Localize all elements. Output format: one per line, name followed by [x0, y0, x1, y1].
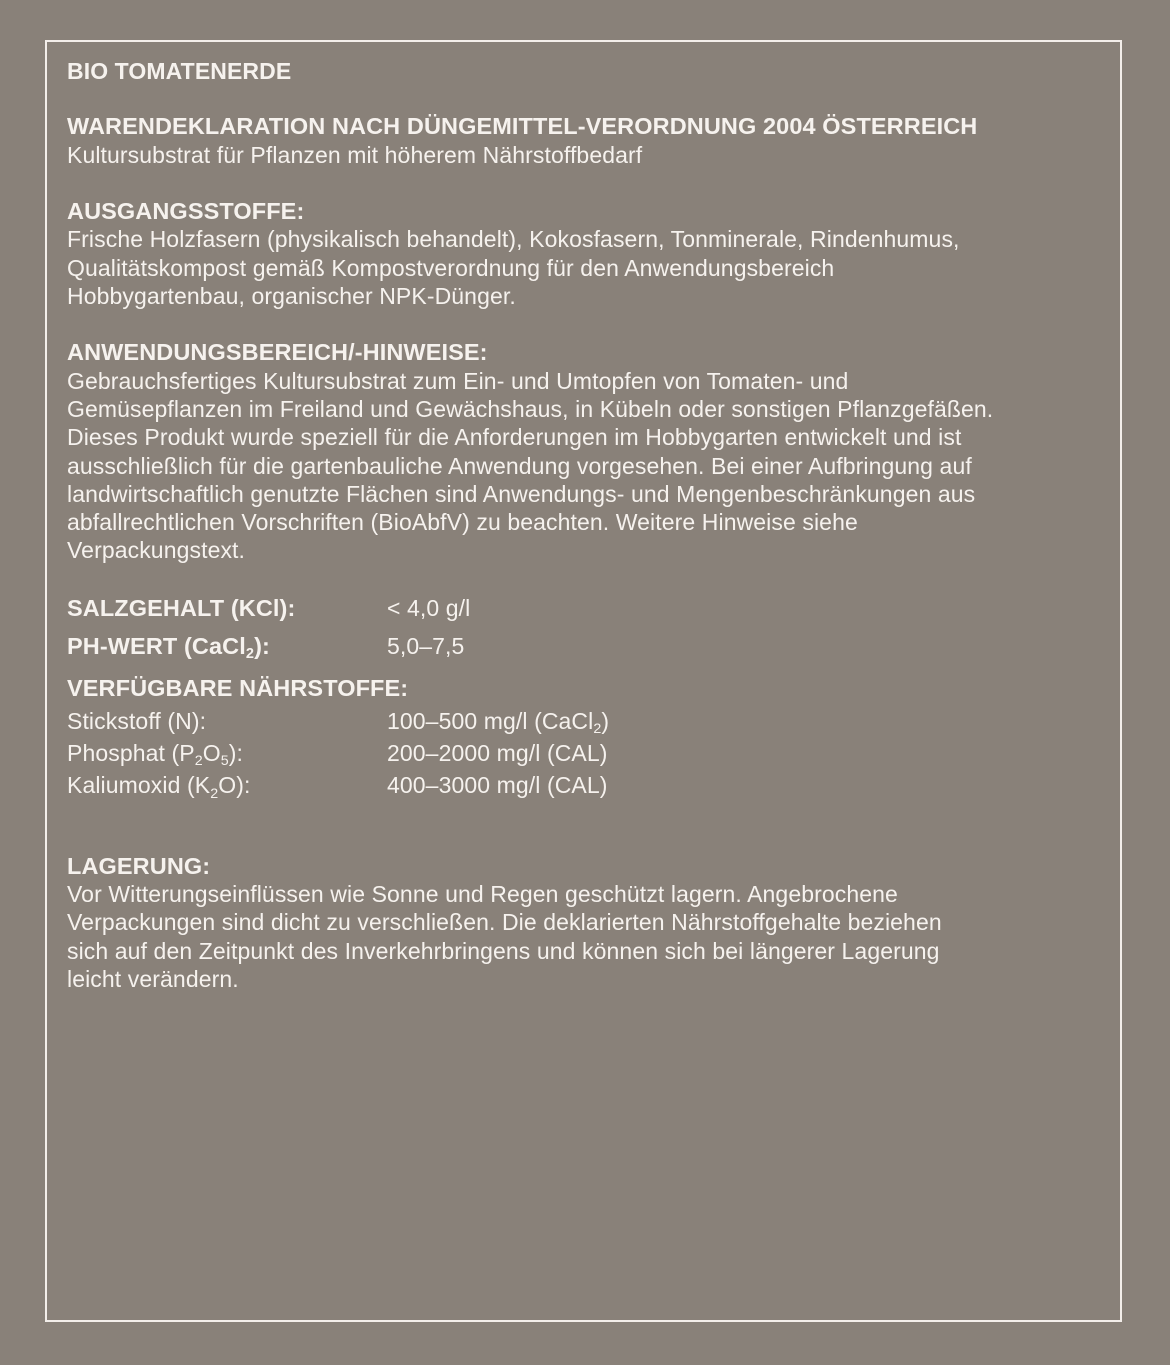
text-line: abfallrechtlichen Vorschriften (BioAbfV) zu beachten. Weitere Hinweise siehe: [67, 509, 858, 536]
phosphat-label: Phosphat (P2O5):: [67, 740, 243, 770]
kaliumoxid-value: 400–3000 mg/l (CAL): [387, 772, 608, 799]
text-line: leicht verändern.: [67, 966, 239, 993]
declaration-text: Kultursubstrat für Pflanzen mit höherem Nährstoffbedarf: [67, 141, 643, 168]
kaliumoxid-row: [67, 771, 1107, 803]
phwert-value: 5,0–7,5: [387, 632, 465, 659]
lagerung-heading: LAGERUNG:: [67, 852, 211, 879]
product-title: BIO TOMATENERDE: [67, 58, 292, 84]
stickstoff-row: [67, 707, 1107, 739]
text-line: ausschließlich für die gartenbauliche Anwendung vorgesehen. Bei einer Aufbringung auf: [67, 452, 972, 479]
lagerung-text: [67, 880, 1107, 993]
text-line: Qualitätskompost gemäß Kompostverordnung für den Anwendungsbereich: [67, 254, 835, 281]
phosphat-value: 200–2000 mg/l (CAL): [387, 740, 608, 767]
declaration-content: [67, 56, 1107, 993]
phosphat-row: [67, 739, 1107, 771]
text-line: Gebrauchsfertiges Kultursubstrat zum Ein- und Umtopfen von Tomaten- und: [67, 367, 849, 394]
salzgehalt-value: < 4,0 g/l: [387, 594, 471, 621]
text-line: Frische Holzfasern (physikalisch behandelt), Kokosfasern, Tonminerale, Rindenhumus,: [67, 226, 960, 253]
text-line: sich auf den Zeitpunkt des Inverkehrbringens und können sich bei längerer Lagerung: [67, 937, 940, 964]
salzgehalt-label: SALZGEHALT (KCl):: [67, 594, 296, 621]
text-line: Gemüsepflanzen im Freiland und Gewächshaus, in Kübeln oder sonstigen Pflanzgefäßen.: [67, 395, 994, 422]
phwert-row: [67, 627, 1107, 669]
anwendung-text: [67, 367, 1107, 565]
salzgehalt-row: [67, 589, 1107, 627]
text-line: Dieses Produkt wurde speziell für die Anforderungen im Hobbygarten entwickelt und ist: [67, 424, 962, 451]
naehrstoffe-heading: VERFÜGBARE NÄHRSTOFFE:: [67, 674, 409, 701]
anwendung-heading: ANWENDUNGSBEREICH/-HINWEISE:: [67, 339, 488, 366]
declaration-heading: WARENDEKLARATION NACH DÜNGEMITTEL-VERORDNUNG 2004 ÖSTERREICH: [67, 113, 978, 139]
kaliumoxid-label: Kaliumoxid (K2O):: [67, 772, 251, 802]
ausgangsstoffe-heading: AUSGANGSSTOFFE:: [67, 197, 305, 224]
stickstoff-value: 100–500 mg/l (CaCl2): [387, 707, 610, 738]
text-line: landwirtschaftlich genutzte Flächen sind Anwendungs- und Mengenbeschränkungen aus: [67, 480, 976, 507]
phwert-label: PH-WERT (CaCl2):: [67, 632, 270, 663]
text-line: Verpackungen sind dicht zu verschließen. Die deklarierten Nährstoffgehalte beziehen: [67, 909, 942, 936]
text-line: Hobbygartenbau, organischer NPK-Dünger.: [67, 282, 516, 309]
ausgangsstoffe-text: [67, 225, 1107, 310]
stickstoff-label: Stickstoff (N):: [67, 707, 207, 734]
text-line: Verpackungstext.: [67, 537, 246, 564]
text-line: Vor Witterungseinflüssen wie Sonne und Regen geschützt lagern. Angebrochene: [67, 881, 898, 908]
